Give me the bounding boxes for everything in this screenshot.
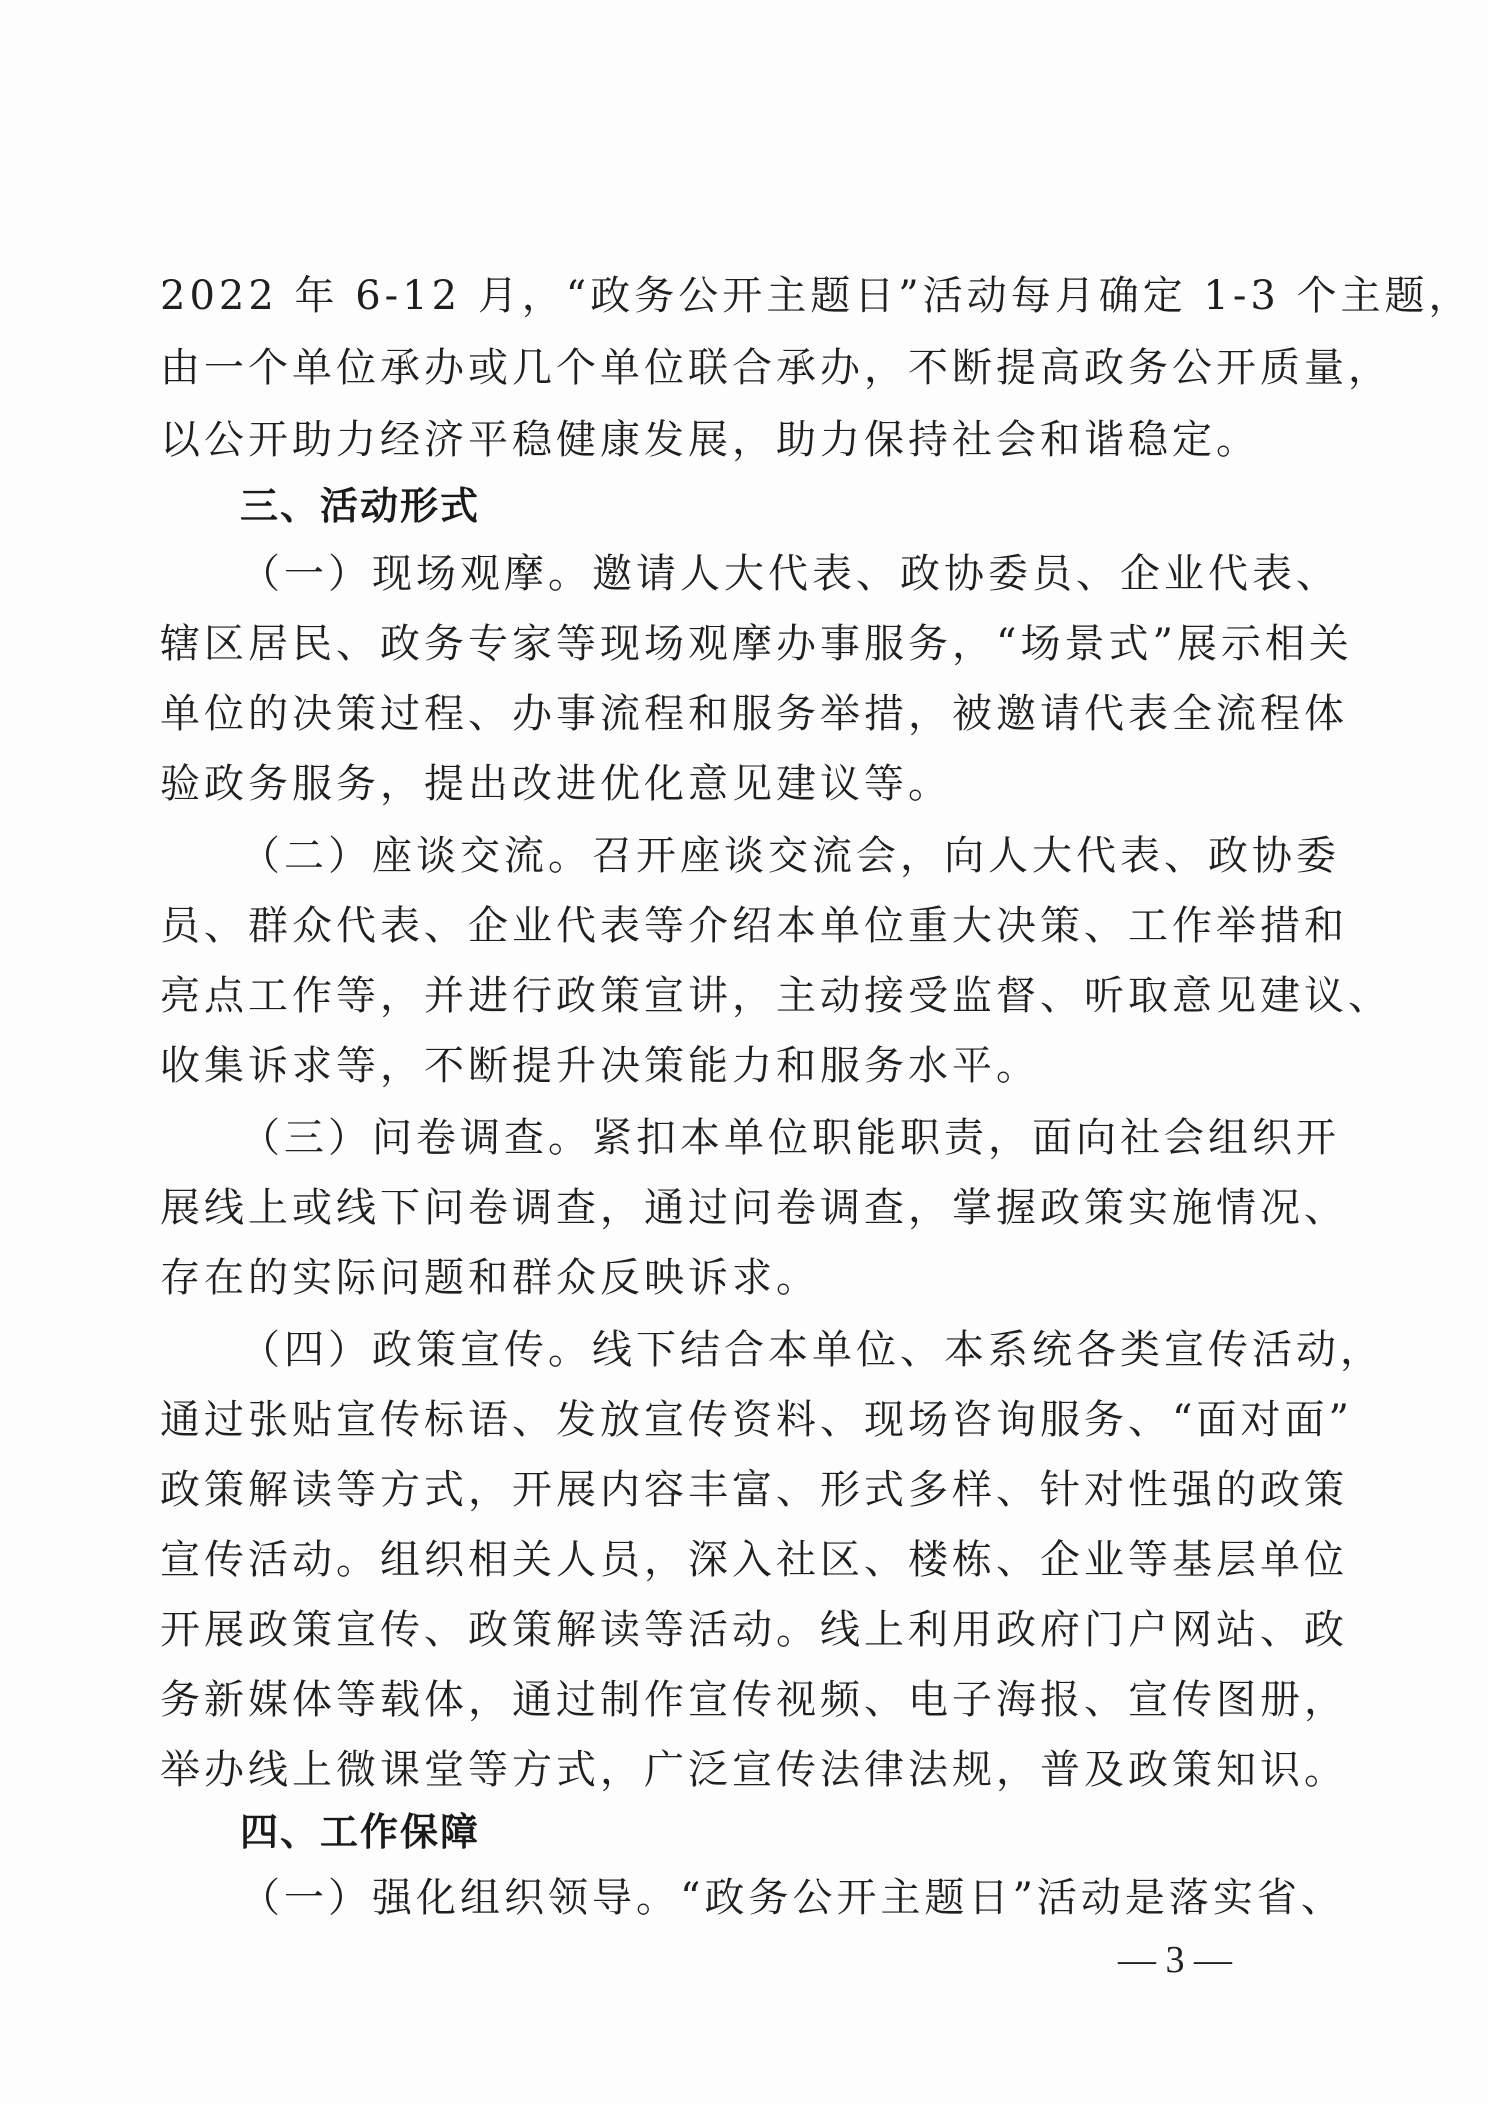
paragraph-first-line: （一）现场观摩。邀请人大代表、政协委员、企业代表、 — [240, 551, 1340, 597]
paragraph-first-line: （四）政策宣传。线下结合本单位、本系统各类宣传活动， — [240, 1327, 1384, 1373]
paragraph-first-line: （一）强化组织领导。“政务公开主题日”活动是落实省、 — [240, 1875, 1345, 1921]
section-heading: 四、工作保障 — [240, 1810, 481, 1854]
body-line: 亮点工作等，并进行政策宣讲，主动接受监督、听取意见建议、 — [160, 973, 1392, 1019]
section-heading: 三、活动形式 — [240, 484, 481, 528]
body-line: 通过张贴宣传标语、发放宣传资料、现场咨询服务、“面对面” — [160, 1397, 1353, 1443]
body-line: 由一个单位承办或几个单位联合承办，不断提高政务公开质量， — [160, 345, 1392, 391]
body-line: 以公开助力经济平稳健康发展，助力保持社会和谐稳定。 — [160, 417, 1260, 463]
page-number: — 3 — — [1118, 1939, 1232, 1981]
body-line: 务新媒体等载体，通过制作宣传视频、电子海报、宣传图册， — [160, 1677, 1348, 1723]
paragraph-first-line: （三）问卷调查。紧扣本单位职能职责，面向社会组织开 — [240, 1115, 1340, 1161]
body-line: 员、群众代表、企业代表等介绍本单位重大决策、工作举措和 — [160, 903, 1348, 949]
body-line: 收集诉求等，不断提升决策能力和服务水平。 — [160, 1043, 1040, 1089]
body-line: 辖区居民、政务专家等现场观摩办事服务，“场景式”展示相关 — [160, 621, 1353, 667]
body-line: 2022 年 6-12 月，“政务公开主题日”活动每月确定 1-3 个主题， — [160, 273, 1473, 319]
body-line: 存在的实际问题和群众反映诉求。 — [160, 1255, 820, 1301]
body-line: 政策解读等方式，开展内容丰富、形式多样、针对性强的政策 — [160, 1467, 1348, 1513]
body-line: 宣传活动。组织相关人员，深入社区、楼栋、企业等基层单位 — [160, 1537, 1348, 1583]
body-line: 验政务服务，提出改进优化意见建议等。 — [160, 761, 952, 807]
paragraph-first-line: （二）座谈交流。召开座谈交流会，向人大代表、政协委 — [240, 833, 1340, 879]
body-line: 单位的决策过程、办事流程和服务举措，被邀请代表全流程体 — [160, 691, 1348, 737]
body-line: 展线上或线下问卷调查，通过问卷调查，掌握政策实施情况、 — [160, 1185, 1348, 1231]
body-line: 开展政策宣传、政策解读等活动。线上利用政府门户网站、政 — [160, 1607, 1348, 1653]
body-line: 举办线上微课堂等方式，广泛宣传法律法规，普及政策知识。 — [160, 1747, 1348, 1793]
